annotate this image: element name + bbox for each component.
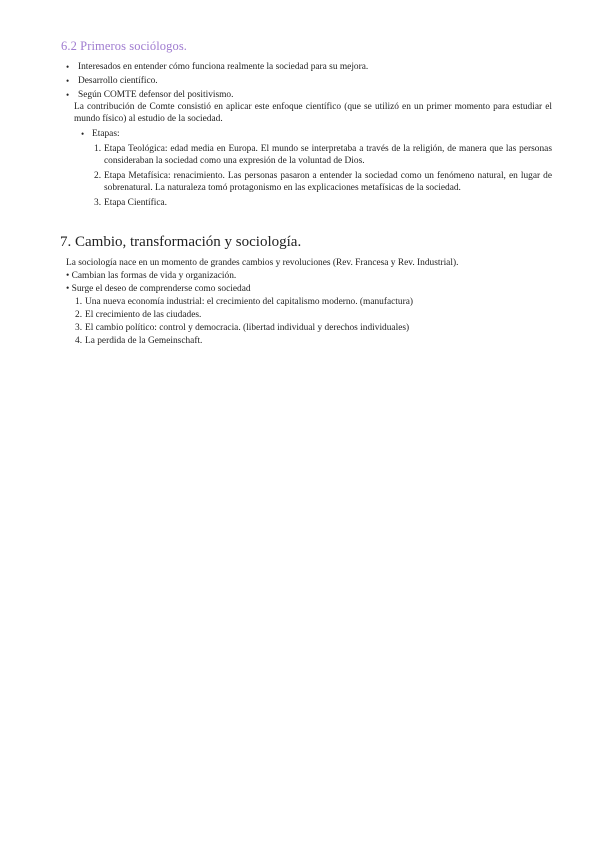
list-item	[75, 322, 536, 334]
section-heading-7: 7. Cambio, transformación y sociología.	[60, 234, 302, 250]
list-item	[94, 170, 552, 194]
list-number: 2.	[94, 171, 102, 181]
section-6-2-body	[62, 61, 552, 212]
bullet-text: Desarrollo científico.	[78, 76, 158, 86]
intro-paragraph: La sociología nace en un momento de grandes cambios y revoluciones (Rev. Francesa y Rev. Industrial).	[66, 258, 459, 268]
list-item	[62, 89, 552, 101]
list-number: 3.	[94, 198, 102, 208]
list-item	[94, 143, 552, 167]
list-item	[62, 128, 552, 140]
sub-bullet-text: Etapas:	[92, 129, 120, 139]
section-7-body	[66, 257, 536, 348]
item-text: El cambio político: control y democracia. (libertad individual y derechos individuales)	[85, 323, 410, 333]
changes-list	[75, 296, 536, 347]
bullet-text: • Surge el deseo de comprenderse como sociedad	[66, 284, 251, 294]
list-item	[75, 309, 536, 321]
item-text: La perdida de la Gemeinschaft.	[85, 336, 203, 346]
list-item	[62, 61, 552, 73]
list-item	[75, 335, 536, 347]
item-text: Una nueva economía industrial: el crecimiento del capitalismo moderno. (manufactura)	[85, 297, 414, 307]
list-number: 1.	[94, 144, 102, 154]
list-item	[75, 296, 536, 308]
list-item	[62, 75, 552, 87]
stage-text: Etapa Teológica: edad media en Europa. El mundo se interpretaba a través de la religión, de manera que las personas consideraban la sociedad como una expresión de la voluntad de Dios.	[104, 144, 552, 166]
stage-text: Etapa Científica.	[104, 198, 167, 208]
bullet-text: Interesados en entender cómo funciona realmente la sociedad para su mejora.	[78, 62, 369, 72]
list-number: 4.	[75, 336, 83, 346]
bullet-icon: •	[66, 90, 70, 100]
bullet-icon: •	[66, 62, 70, 72]
comte-paragraph: La contribución de Comte consistió en aplicar este enfoque científico (que se utilizó en un primer momento para estudiar el mundo físico) al estudio de la sociedad.	[74, 102, 552, 124]
list-number: 3.	[75, 323, 83, 333]
item-text: El crecimiento de las ciudades.	[85, 310, 202, 320]
stages-list	[94, 143, 552, 209]
section-heading-6-2: 6.2 Primeros sociólogos.	[61, 39, 188, 53]
stage-text: Etapa Metafísica: renacimiento. Las personas pasaron a entender la sociedad como un fenómeno natural, en lugar de sobrenatural. La naturaleza tomó protagonismo en las explicaciones metafísicas de la sociedad.	[104, 171, 552, 193]
list-item	[94, 197, 552, 209]
bullet-text: • Cambian las formas de vida y organización.	[66, 271, 237, 281]
list-number: 2.	[75, 310, 83, 320]
bullet-text: Según COMTE defensor del positivismo.	[78, 90, 234, 100]
bullet-icon: •	[66, 76, 70, 86]
bullet-icon: •	[81, 129, 85, 139]
list-number: 1.	[75, 297, 83, 307]
